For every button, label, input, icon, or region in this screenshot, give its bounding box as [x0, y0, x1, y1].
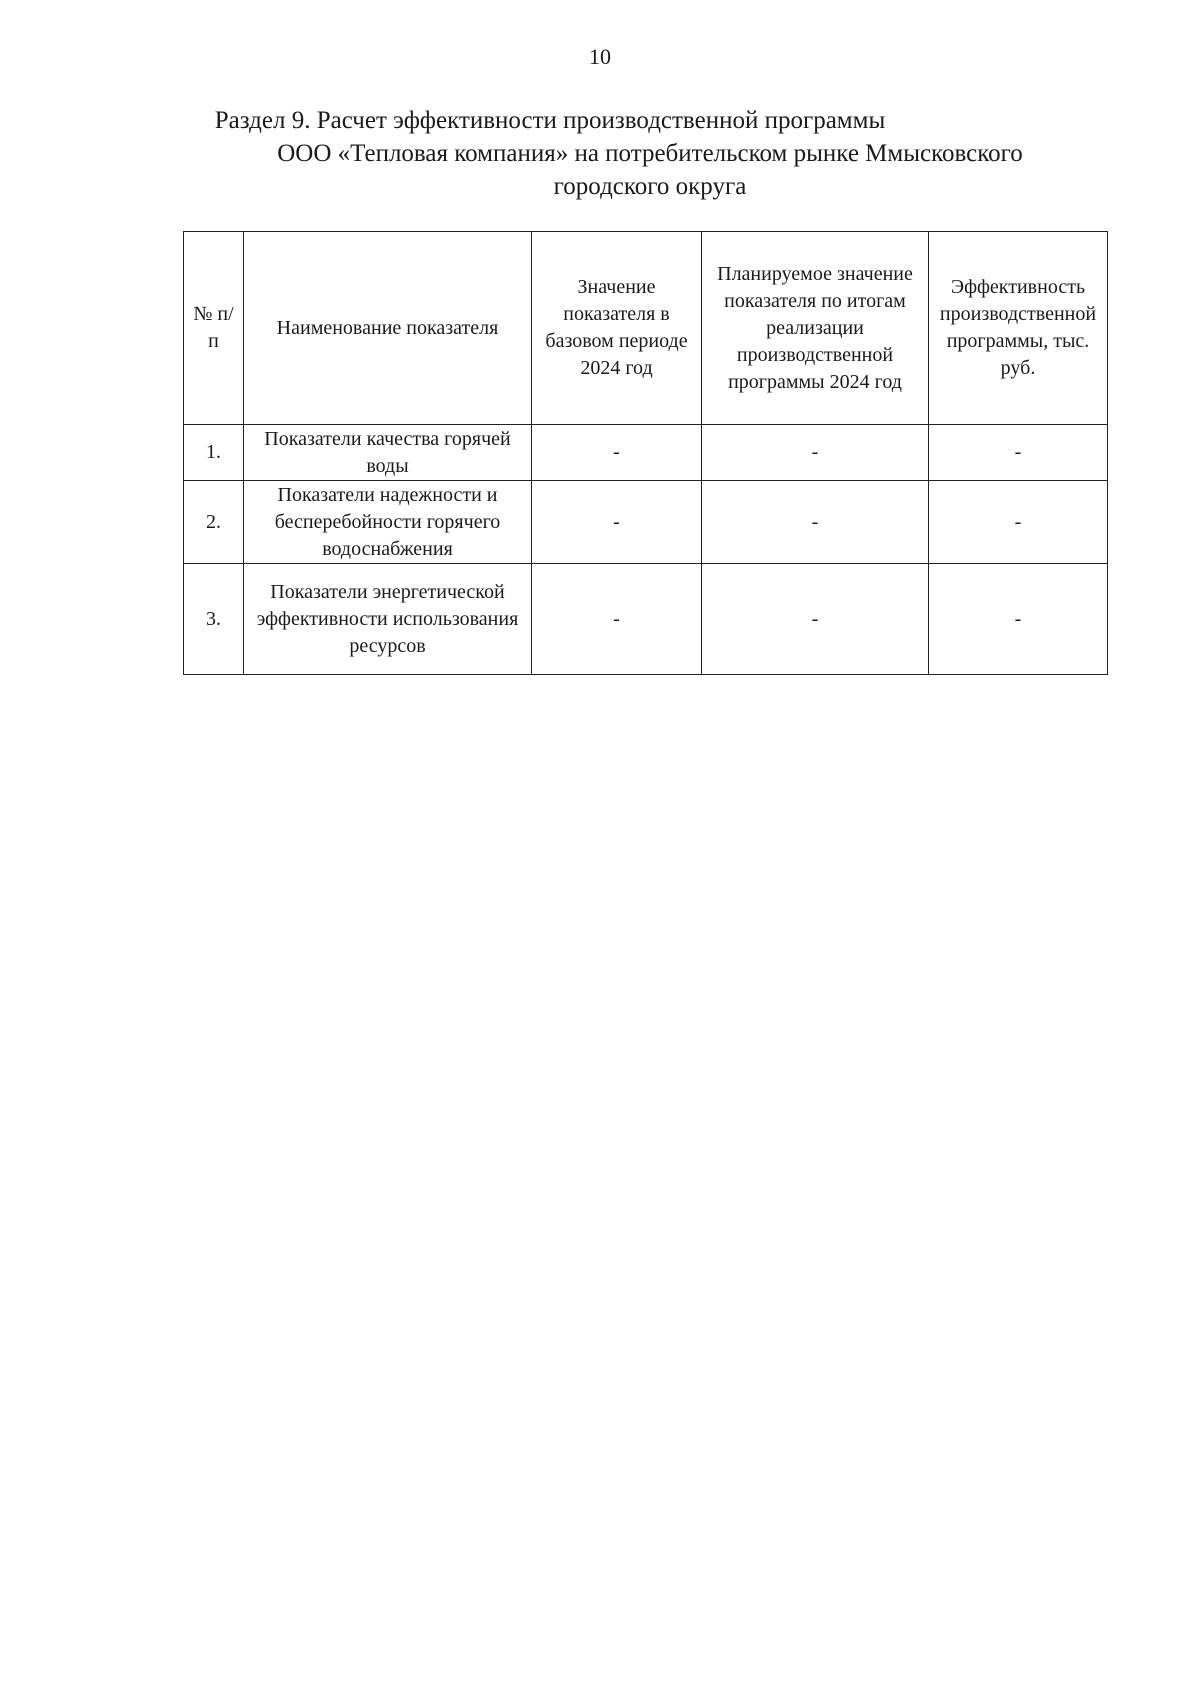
row-planned-value: - [702, 564, 929, 675]
row-indicator-name: Показатели энергетической эффективности использования ресурсов [244, 564, 532, 675]
section-title [150, 104, 1090, 203]
row-efficiency: - [929, 481, 1108, 564]
table-row [184, 481, 1108, 564]
row-planned-value: - [702, 481, 929, 564]
header-num: № п/п [184, 232, 244, 425]
page-number: 10 [589, 44, 611, 69]
row-indicator-name: Показатели качества горячей воды [244, 425, 532, 481]
header-efficiency: Эффективность производственной программы, тыс. руб. [929, 232, 1108, 425]
row-efficiency: - [929, 564, 1108, 675]
table-header-row [184, 232, 1108, 425]
row-num: 1. [184, 425, 244, 481]
table-row [184, 425, 1108, 481]
row-base-value: - [532, 481, 702, 564]
row-base-value: - [532, 564, 702, 675]
title-line-3: городского округа [553, 173, 747, 200]
table-row [184, 564, 1108, 675]
row-base-value: - [532, 425, 702, 481]
header-indicator-name: Наименование показателя [244, 232, 532, 425]
efficiency-table [183, 231, 1108, 675]
row-indicator-name: Показатели надежности и бесперебойности горячего водоснабжения [244, 481, 532, 564]
row-num: 2. [184, 481, 244, 564]
title-line-2: ООО «Тепловая компания» на потребительском рынке Ммысковского [277, 140, 1023, 167]
header-planned-value: Планируемое значение показателя по итогам реализации производственной программы 2024 год [702, 232, 929, 425]
row-num: 3. [184, 564, 244, 675]
row-planned-value: - [702, 425, 929, 481]
title-line-1: Раздел 9. Расчет эффективности производственной программы [214, 107, 886, 134]
header-base-value: Значение показателя в базовом периоде 2024 год [532, 232, 702, 425]
row-efficiency: - [929, 425, 1108, 481]
